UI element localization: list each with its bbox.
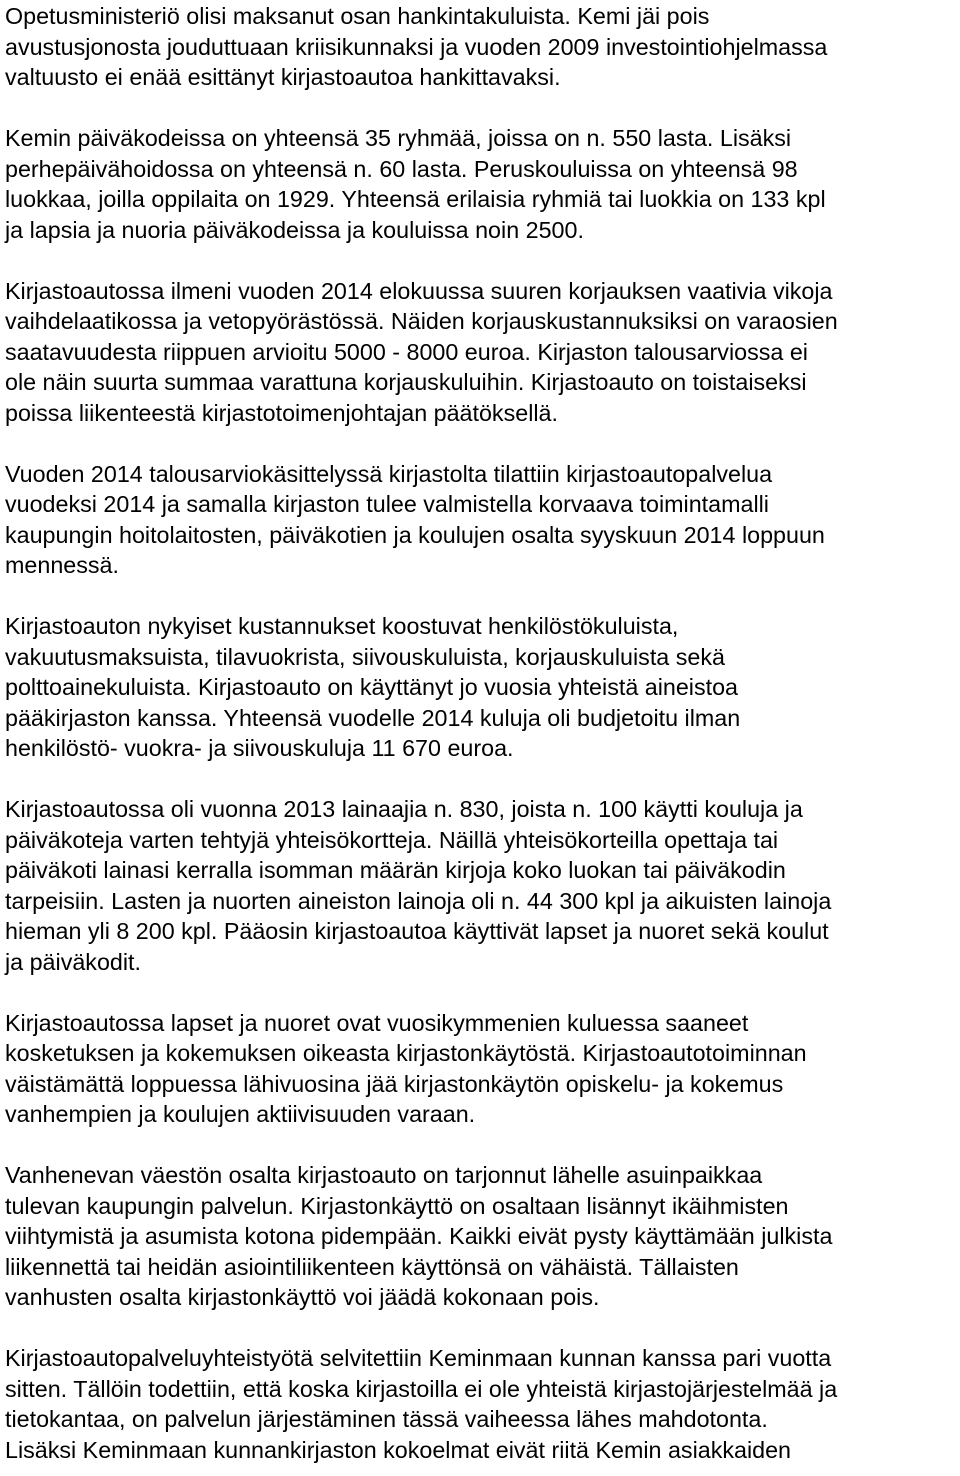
text-line: päiväkoteja varten tehtyjä yhteisökortteja. Näillä yhteisökorteilla opettaja tai	[5, 826, 779, 853]
text-line: perhepäivähoidossa on yhteensä n. 60 lasta. Peruskouluissa on yhteensä 98	[5, 155, 798, 182]
text-line: tarpeisiin. Lasten ja nuorten aineiston lainoja oli n. 44 300 kpl ja aikuisten lainoja	[5, 887, 832, 914]
text-line: tietokantaa, on palvelun järjestäminen tässä vaiheessa lähes mahdotonta.	[5, 1406, 768, 1432]
text-line: vaihdelaatikossa ja vetopyörästössä. Näiden korjauskustannuksiksi on varaosien	[5, 308, 838, 334]
paragraph-daycare-groups	[5, 123, 960, 245]
text-line: Kirjastoauton nykyiset kustannukset koostuvat henkilöstökuluista,	[5, 613, 679, 639]
text-line: luokkaa, joilla oppilaita on 1929. Yhteensä erilaisia ryhmiä tai luokkia on 133 kpl	[5, 186, 826, 212]
text-line: Kirjastoautossa lapset ja nuoret ovat vuosikymmenien kuluessa saaneet	[5, 1009, 749, 1036]
text-line: vanhusten osalta kirjastonkäyttö voi jäädä kokonaan pois.	[5, 1284, 600, 1310]
text-line: liikennettä tai heidän asiointiliikenteen käyttönsä on vähäistä. Tällaisten	[5, 1253, 739, 1280]
text-line: poissa liikenteestä kirjastotoimenjohtajan päätöksellä.	[5, 399, 558, 426]
paragraph-budget-2014	[5, 459, 960, 581]
text-line: väistämättä loppuessa lähivuosina jää kirjastonkäytön opiskelu- ja kokemus	[5, 1070, 784, 1097]
paragraph-funding	[5, 1, 960, 93]
text-line: henkilöstö- vuokra- ja siivouskuluja 11 670 euroa.	[5, 735, 514, 761]
text-line: vakuutusmaksuista, tilavuokrista, siivouskuluista, korjauskuluista sekä	[5, 643, 725, 670]
text-line: hieman yli 8 200 kpl. Pääosin kirjastoautoa käyttivät lapset ja nuoret sekä koulut	[5, 918, 829, 944]
text-line: päiväkoti lainasi kerralla isomman määrän kirjoja koko luokan tai päiväkodin	[5, 857, 786, 883]
text-line: sitten. Tällöin todettiin, että koska kirjastoilla ei ole yhteistä kirjastojärjestelmää ja	[5, 1375, 838, 1402]
text-line: pääkirjaston kanssa. Yhteensä vuodelle 2014 kuluja oli budjetoitu ilman	[5, 704, 741, 731]
text-line: ja päiväkodit.	[5, 948, 141, 975]
text-line: ja lapsia ja nuoria päiväkodeissa ja kouluissa noin 2500.	[5, 216, 584, 243]
text-line: Kirjastoautopalveluyhteistyötä selvitettiin Keminmaan kunnan kanssa pari vuotta	[5, 1345, 832, 1371]
text-line: polttoainekuluista. Kirjastoauto on käyttänyt jo vuosia yhteistä aineistoa	[5, 674, 738, 700]
paragraph-borrowers	[5, 794, 960, 977]
text-line: avustusjonosta jouduttuaan kriisikunnaksi ja vuoden 2009 investointiohjelmassa	[5, 33, 828, 60]
text-line: Vanhenevan väestön osalta kirjastoauto on tarjonnut lähelle asuinpaikkaa	[5, 1162, 763, 1188]
text-line: Kemin päiväkodeissa on yhteensä 35 ryhmää, joissa on n. 550 lasta. Lisäksi	[5, 125, 792, 151]
text-line: vanhempien ja koulujen aktiivisuuden varaan.	[5, 1101, 476, 1127]
paragraph-costs	[5, 611, 960, 764]
paragraph-children-experience	[5, 1008, 960, 1130]
paragraph-repair-issues	[5, 276, 960, 429]
text-line: viihtymistä ja asumista kotona pidempään. Kaikki eivät pysty käyttämään julkista	[5, 1223, 833, 1249]
text-line: valtuusto ei enää esittänyt kirjastoautoa hankittavaksi.	[5, 64, 561, 90]
text-line: Kirjastoautossa ilmeni vuoden 2014 elokuussa suuren korjauksen vaativia vikoja	[5, 277, 833, 304]
text-line: tulevan kaupungin palvelun. Kirjastonkäyttö on osaltaan lisännyt ikäihmisten	[5, 1192, 789, 1219]
text-line: saatavuudesta riippuen arvioitu 5000 - 8000 euroa. Kirjaston talousarviossa ei	[5, 338, 808, 365]
text-line: ole näin suurta summaa varattuna korjauskuluihin. Kirjastoauto on toistaiseksi	[5, 369, 807, 395]
text-line: Kirjastoautossa oli vuonna 2013 lainaajia n. 830, joista n. 100 käytti kouluja ja	[5, 796, 803, 822]
text-line: Lisäksi Keminmaan kunnankirjaston kokoelmat eivät riitä Kemin asiakkaiden	[5, 1436, 792, 1463]
text-line: Vuoden 2014 talousarviokäsittelyssä kirjastolta tilattiin kirjastoautopalvelua	[5, 460, 773, 487]
text-line: mennessä.	[5, 552, 119, 578]
paragraph-elderly	[5, 1160, 960, 1313]
text-line: kosketuksen ja kokemuksen oikeasta kirjastonkäytöstä. Kirjastoautotoiminnan	[5, 1040, 807, 1066]
text-line: kaupungin hoitolaitosten, päiväkotien ja koulujen osalta syyskuun 2014 loppuun	[5, 521, 825, 548]
document-page	[5, 0, 960, 1465]
paragraph-cooperation	[5, 1343, 960, 1465]
text-line: Opetusministeriö olisi maksanut osan hankintakuluista. Kemi jäi pois	[5, 3, 710, 29]
text-line: vuodeksi 2014 ja samalla kirjaston tulee valmistella korvaava toimintamalli	[5, 491, 769, 517]
